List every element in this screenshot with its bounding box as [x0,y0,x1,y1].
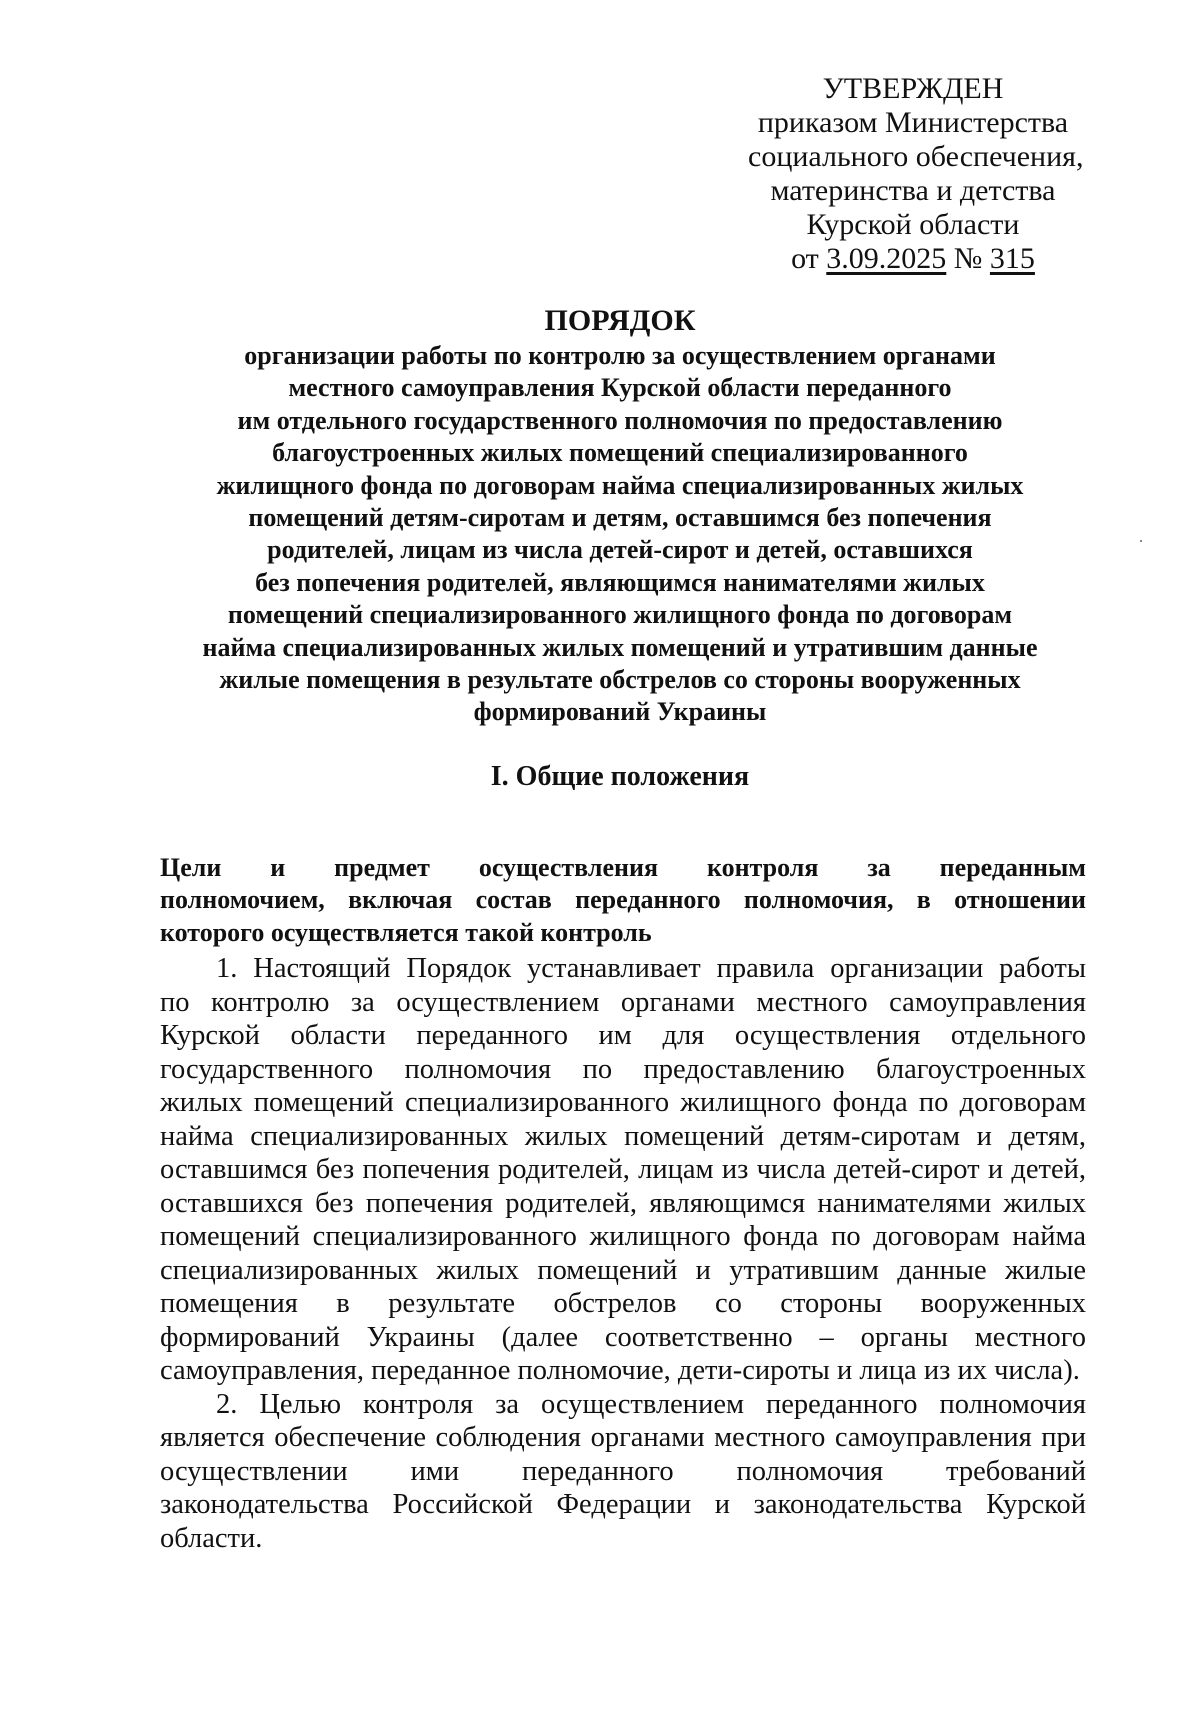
subtitle-line: им отдельного государственного полномочия по предоставлению [237,405,1003,435]
paragraph-line: формирований Украины (далее соответственно – органы местного [160,1321,1086,1353]
paragraph-line: 2. Целью контроля за осуществлением переданного полномочия [216,1388,1086,1420]
subtitle-line: жилищного фонда по договорам найма специализированных жилых [216,470,1024,500]
number-prefix: № [953,242,983,275]
document-title: ПОРЯДОК [544,304,696,337]
paragraph-line: помещений специализированного жилищного фонда по договорам найма [160,1221,1086,1252]
subheading-line: Цели и предмет осуществления контроля за переданным [160,853,1086,882]
paragraph-line: самоуправления, переданное полномочие, дети-сироты и лица из их числа). [160,1355,1080,1386]
paragraph-line: оставшимся без попечения родителей, лицам из числа детей-сирот и детей, [160,1154,1086,1185]
subtitle-line: организации работы по контролю за осуществлением органами [244,341,996,370]
paragraph-line: помещения в результате обстрелов со стороны вооруженных [160,1288,1086,1319]
scan-speck [1140,540,1142,542]
approval-number: 315 [989,242,1035,275]
approval-line: социального обеспечения, [748,140,1084,173]
paragraph-line: по контролю за осуществлением органами местного самоуправления [160,986,1086,1018]
approval-date-line [748,242,1078,276]
subtitle-line: помещений специализированного жилищного фонда по договорам [227,600,1013,630]
section-heading: I. Общие положения [490,761,750,792]
subtitle-line: благоустроенных жилых помещений специализированного [272,438,968,468]
subtitle-line: родителей, лицам из числа детей-сирот и детей, оставшихся [267,535,973,565]
paragraph-line: найма специализированных жилых помещений детям-сиротам и детям, [160,1120,1086,1152]
paragraph-line: 1. Настоящий Порядок устанавливает правила организации работы [216,953,1086,984]
paragraph-line: осуществлении ими переданного полномочия требований [160,1455,1086,1487]
paragraph-line: законодательства Российской Федерации и законодательства Курской [160,1489,1086,1520]
paragraph [160,952,1086,1388]
paragraph-line: является обеспечение соблюдения органами местного самоуправления при [160,1422,1086,1453]
approval-line: Курской области [806,208,1020,241]
section-subheading [160,852,1086,949]
paragraph-line: Курской области переданного им для осуществления отдельного [160,1020,1086,1051]
paragraph-line: оставшихся без попечения родителей, являющимся нанимателями жилых [160,1187,1086,1219]
subheading-line: полномочием, включая состав переданного полномочия, в отношении [160,885,1086,915]
paragraph-line: специализированных жилых помещений и утратившим данные жилые [160,1254,1086,1286]
approval-line: материнства и детства [770,174,1056,207]
paragraph-line: жилых помещений специализированного жилищного фонда по договорам [160,1087,1086,1118]
paragraph-line: области. [160,1522,263,1554]
subtitle-line: местного самоуправления Курской области переданного [288,373,952,403]
approval-line: приказом Министерства [757,106,1069,139]
document-subtitle [160,340,1080,729]
date-prefix: от [791,242,819,275]
subtitle-line: формирований Украины [473,697,767,727]
document-body [160,952,1086,1555]
approval-line: УТВЕРЖДЕН [822,72,1004,105]
paragraph [160,1388,1086,1556]
subheading-line: которого осуществляется такой контроль [160,917,652,947]
approval-stamp-block [748,72,1084,276]
subtitle-line: жилые помещения в результате обстрелов со стороны вооруженных [219,665,1021,695]
document-title-block [160,302,1080,729]
subtitle-line: помещений детям-сиротам и детям, оставшимся без попечения [248,503,992,533]
approval-date: 3.09.2025 [826,242,947,275]
subtitle-line: найма специализированных жилых помещений и утратившим данные [202,632,1038,662]
paragraph-line: государственного полномочия по предоставлению благоустроенных [160,1053,1086,1085]
subtitle-line: без попечения родителей, являющимся нанимателями жилых [255,567,985,597]
